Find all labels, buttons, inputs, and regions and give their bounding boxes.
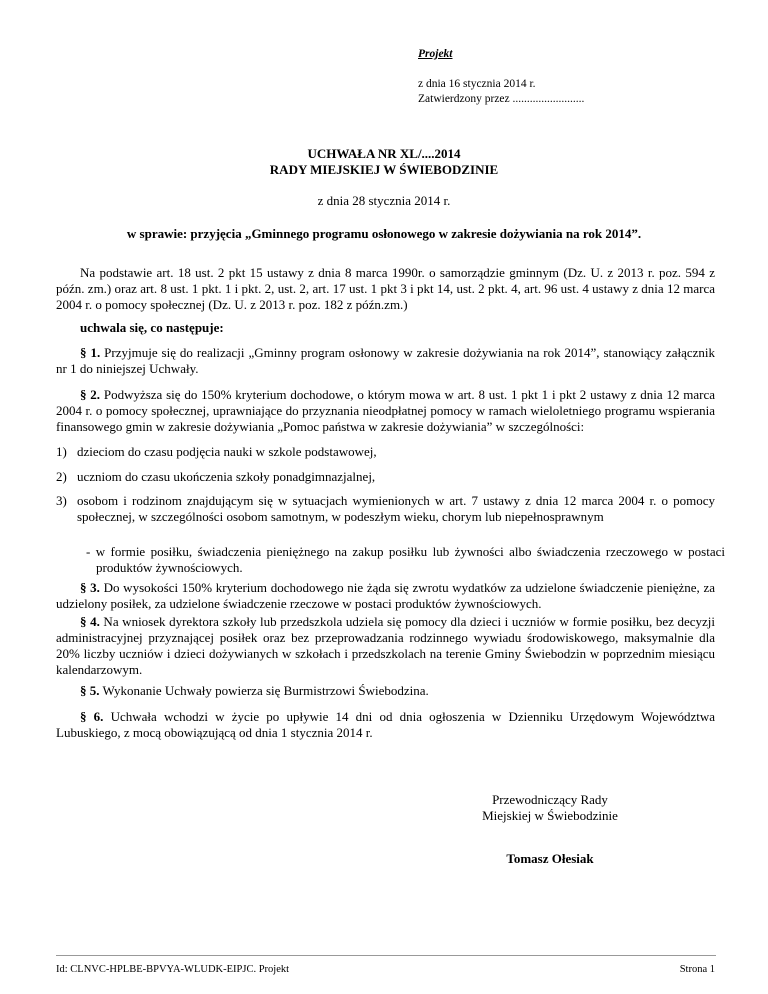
list-item-text: uczniom do czasu ukończenia szkoły ponadgimnazjalnej, bbox=[77, 469, 376, 484]
dash-clause: - w formie posiłku, świadczenia pieniężnego na zakup posiłku lub żywności albo świadczenia rzeczowego w postaci produktów żywnościowych. bbox=[86, 544, 725, 575]
draft-label: Projekt bbox=[418, 48, 453, 60]
resolution-number: UCHWAŁA NR XL/....2014 bbox=[307, 146, 461, 161]
section-5-text: Wykonanie Uchwały powierza się Burmistrzowi Świebodzina. bbox=[99, 683, 429, 698]
draft-date: z dnia 16 stycznia 2014 r. bbox=[418, 78, 536, 90]
signatory-name: Tomasz Ołesiak bbox=[506, 851, 594, 866]
council-name: RADY MIEJSKIEJ W ŚWIEBODZINIE bbox=[269, 162, 499, 177]
resolves-clause: uchwala się, co następuje: bbox=[80, 320, 224, 335]
section-4-label: § 4. bbox=[80, 614, 100, 629]
resolution-date: z dnia 28 stycznia 2014 r. bbox=[317, 193, 451, 208]
list-item bbox=[56, 444, 715, 460]
footer-divider bbox=[56, 955, 716, 956]
section-4-text: Na wniosek dyrektora szkoły lub przedszkola udziela się pomocy dla dzieci i uczniów w formie posiłku, bez decyzji administracyjnej przyznającej posiłek oraz bez przeprowadzania rodzinnego wywiadu środowiskowego, maksymalnie dla 20% liczby uczniów i dzieci dożywianych w szkołach i przedszkolach na terenie Gminy Świebodzin w poprzednim miesiącu kalendarzowym. bbox=[56, 614, 715, 677]
approved-by-line: Zatwierdzony przez ......................... bbox=[418, 93, 585, 105]
list-item-text: osobom i rodzinom znajdującym się w sytuacjach wymienionych w art. 7 ustawy z dnia 12 marca 2004 r. o pomocy społecznej, w szczególności osobom samotnym, w podeszłym wieku, chorym lub niepełnosprawnym bbox=[77, 493, 715, 524]
document-id: Id: CLNVC-HPLBE-BPVYA-WLUDK-EIPJC. Projekt bbox=[56, 964, 290, 975]
section-3-label: § 3. bbox=[80, 580, 100, 595]
preamble: Na podstawie art. 18 ust. 2 pkt 15 ustawy z dnia 8 marca 1990r. o samorządzie gminnym (Dz. U. z 2013 r. poz. 594 z późn. zm.) oraz art. 8 ust. 1 pkt. 1 i pkt. 2, ust. 2, art. 17 ust. 1 pkt 3 i pkt 14, ust. 2 pkt. 4, art. 96 ust. 4 ustawy z dnia 12 marca 2004 r. o pomocy społecznej (Dz. U. z 2013 r. poz. 182 z późn.zm.) bbox=[56, 265, 715, 312]
resolution-subject: w sprawie: przyjęcia „Gminnego programu osłonowego w zakresie dożywiania na rok 2014”. bbox=[126, 226, 642, 241]
section-5 bbox=[56, 683, 715, 699]
list-item bbox=[56, 469, 715, 485]
section-5-label: § 5. bbox=[80, 683, 100, 698]
section-4 bbox=[56, 614, 715, 678]
list-item-text: dzieciom do czasu podjęcia nauki w szkole podstawowej, bbox=[77, 444, 377, 459]
page-number: Strona 1 bbox=[679, 964, 715, 975]
list-item-number: 3) bbox=[56, 493, 67, 508]
section-1-label: § 1. bbox=[80, 345, 101, 360]
draft-header bbox=[418, 46, 718, 107]
list-item-number: 2) bbox=[56, 469, 67, 484]
list-item-number: 1) bbox=[56, 444, 67, 459]
signature-role-2: Miejskiej w Świebodzinie bbox=[482, 808, 618, 823]
section-1 bbox=[56, 345, 715, 377]
section-2 bbox=[56, 387, 715, 435]
section-6-text: Uchwała wchodzi w życie po upływie 14 dni od dnia ogłoszenia w Dzienniku Urzędowym Województwa Lubuskiego, z mocą obowiązującą od dnia 1 stycznia 2014 r. bbox=[56, 709, 716, 740]
section-6-label: § 6. bbox=[80, 709, 104, 724]
section-2-text: Podwyższa się do 150% kryterium dochodowe, o którym mowa w art. 8 ust. 1 pkt 1 i pkt 2 ustawy z dnia 12 marca 2004 r. o pomocy społecznej, uprawniające do przyznania nieodpłatnej pomocy w ramach wieloletniego programu wspierania finansowego gmin w zakresie dożywiania „Pomoc państwa w zakresie dożywiania” w szczególności: bbox=[56, 387, 716, 434]
section-2-label: § 2. bbox=[80, 387, 101, 402]
section-6 bbox=[56, 709, 715, 741]
section-3 bbox=[56, 580, 715, 612]
signature-role-1: Przewodniczący Rady bbox=[492, 792, 608, 807]
section-3-text: Do wysokości 150% kryterium dochodowego nie żąda się zwrotu wydatków za udzielone świadczenie pieniężne, za udzielony posiłek, za udzielone świadczenie rzeczowe w postaci produktów żywnościowych. bbox=[56, 580, 715, 611]
section-1-text: Przyjmuje się do realizacji „Gminny program osłonowy w zakresie dożywiania na rok 2014”, stanowiący załącznik nr 1 do niniejszej Uchwały. bbox=[56, 345, 716, 376]
list-item bbox=[56, 493, 715, 525]
